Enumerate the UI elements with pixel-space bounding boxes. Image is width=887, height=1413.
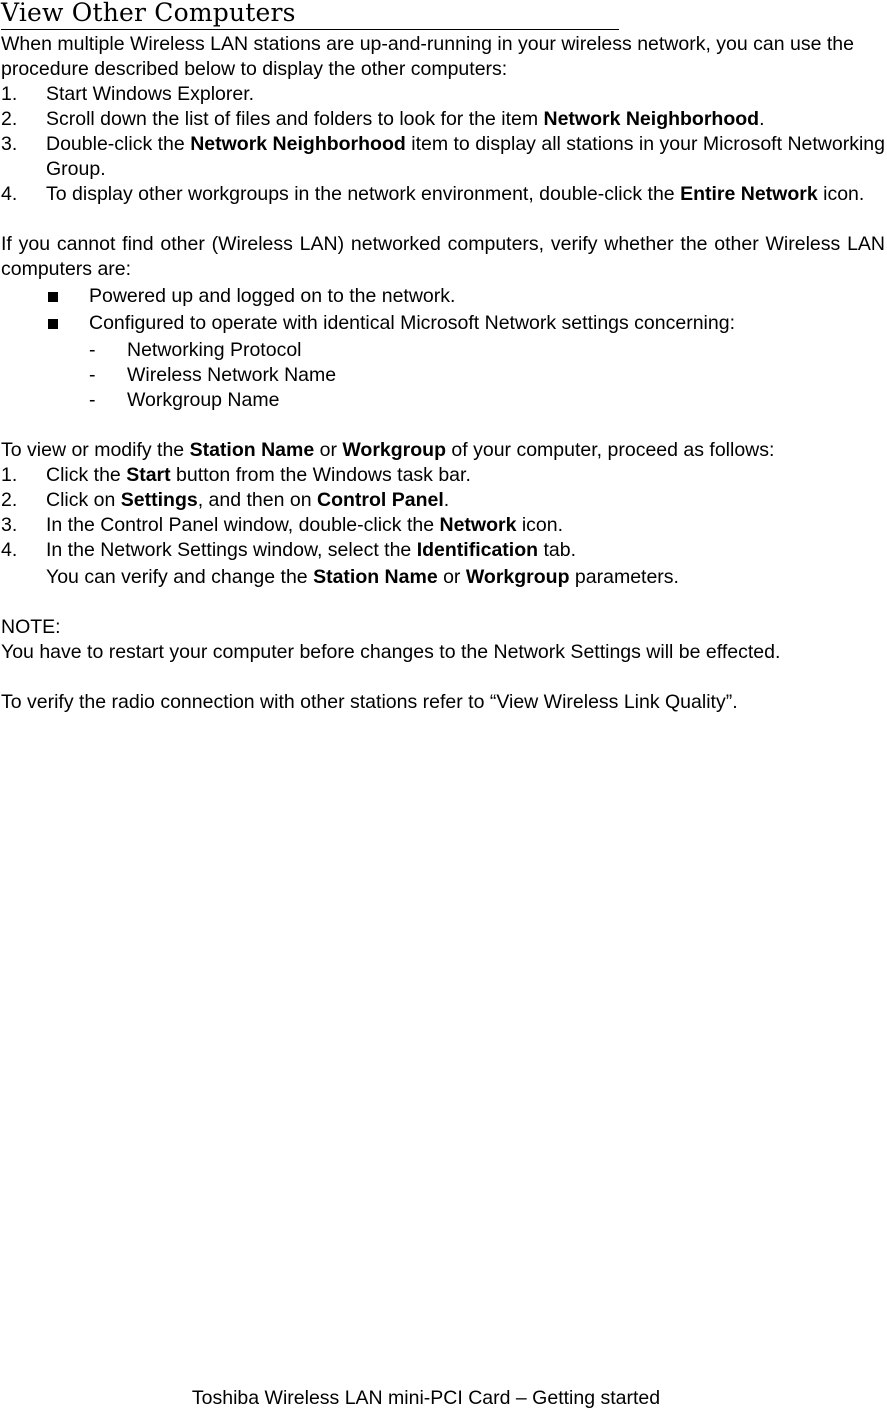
ui-term: Entire Network [680,183,818,205]
step-text: Click the [46,464,127,486]
intro-paragraph: When multiple Wireless LAN stations are up-and-running in your wireless network, you can use the procedure described below to display the other computers: [1,33,854,80]
list-item [1,284,885,309]
list-item [1,132,885,182]
ui-term: Network Neighborhood [190,133,406,155]
list-item [1,463,885,488]
list-item [1,311,885,336]
ui-term: Identification [416,539,539,561]
page-footer: Toshiba Wireless LAN mini-PCI Card – Getting started [191,1387,661,1409]
list-item [1,488,885,513]
dash-bullet: - [89,389,96,411]
step-text: button from the Windows task bar. [170,464,471,486]
step-text: icon. [817,183,865,205]
bullet-text: Configured to operate with identical Microsoft Network settings concerning: [89,312,735,334]
spacer [1,590,885,615]
paragraph-text: of your computer, proceed as follows: [446,439,775,461]
step-text: Start Windows Explorer. [46,83,255,105]
ui-term: Settings [120,489,198,511]
modify-paragraph [1,438,885,463]
checklist [1,284,885,336]
list-item [1,363,885,388]
step-number: 3. [1,514,18,536]
troubleshoot-paragraph: If you cannot find other (Wireless LAN) networked computers, verify whether the other Wireless LAN computers are: [1,233,885,280]
step-number: 4. [1,539,18,561]
step-text: icon. [516,514,564,536]
step-text: Scroll down the list of files and folders to look for the item [46,108,544,130]
page-title: View Other Computers [1,0,619,30]
paragraph-text: To view or modify the [1,439,190,461]
step-text: . [443,489,450,511]
ui-term: Station Name [189,439,315,461]
spacer [1,207,885,232]
document-page [1,0,885,715]
explorer-steps-list [1,82,885,207]
ui-term: Workgroup [465,566,570,588]
ui-term: Station Name [313,566,438,588]
step-text: , and then on [197,489,317,511]
step-text: Click on [46,489,121,511]
paragraph-text: parameters. [569,566,679,588]
spacer [1,665,885,690]
list-item [1,82,885,107]
step-text: Double-click the [46,133,191,155]
spacer [1,413,885,438]
radio-connection-text: To verify the radio connection with other stations refer to “View Wireless Link Quality”. [1,691,738,713]
sub-item-text: Wireless Network Name [127,364,337,386]
control-panel-steps-list [1,463,885,563]
ui-term: Start [126,464,171,486]
step-number: 1. [1,464,18,486]
paragraph-text: or [437,566,466,588]
ui-term: Control Panel [317,489,444,511]
list-item [1,388,885,413]
step-text: item to display all stations in your Microsoft Networking Group. [46,133,885,180]
list-item [1,182,885,207]
step-number: 2. [1,108,18,130]
paragraph-text: You can verify and change the [46,566,314,588]
settings-sublist [1,338,885,413]
ui-term: Workgroup [342,439,447,461]
step-text: To display other workgroups in the network environment, double-click the [46,183,681,205]
dash-bullet: - [89,339,96,361]
ui-term: Network [439,514,517,536]
list-item [1,338,885,363]
step-text: tab. [538,539,576,561]
step-number: 4. [1,183,18,205]
ui-term: Network Neighborhood [543,108,760,130]
sub-item-text: Networking Protocol [127,339,302,361]
verify-parameters-text [1,565,885,590]
square-bullet-icon [48,319,58,329]
list-item [1,107,885,132]
step-number: 1. [1,83,18,105]
list-item [1,513,885,538]
dash-bullet: - [89,364,96,386]
note-label: NOTE: [1,616,61,638]
sub-item-text: Workgroup Name [127,389,280,411]
step-number: 3. [1,133,18,155]
step-number: 2. [1,489,18,511]
step-text: In the Network Settings window, select the [46,539,417,561]
step-text: . [759,108,765,130]
note-text: You have to restart your computer before changes to the Network Settings will be effected. [1,641,781,663]
list-item [1,538,885,563]
step-text: In the Control Panel window, double-click the [46,514,440,536]
paragraph-text: or [314,439,343,461]
square-bullet-icon [48,292,58,302]
bullet-text: Powered up and logged on to the network. [89,285,456,307]
